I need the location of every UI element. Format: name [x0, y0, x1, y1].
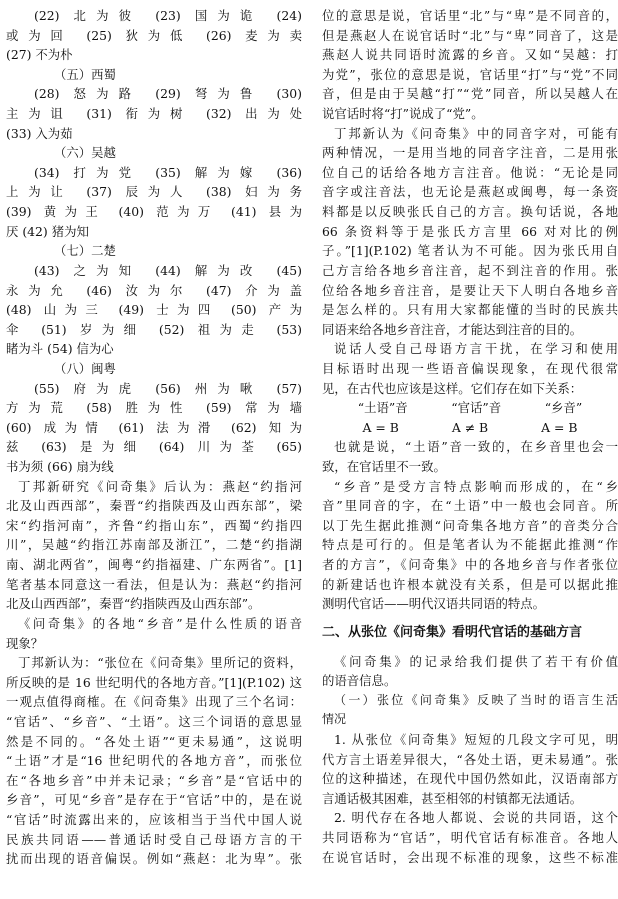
- paragraph-line: 言通话极其困难，甚至相邻的村镇都无法通话。: [322, 790, 583, 806]
- paragraph-line: 子。”[1](P.102) 笔者认为不可能。因为张氏用自: [322, 243, 618, 259]
- relation-label: “乡音”: [544, 400, 583, 416]
- paragraph-line: 然是不同的。“各处土语”“更未易通”，这说明: [6, 733, 302, 749]
- text-line: 伞 (51) 岁为细 (52) 祖为走 (53): [6, 321, 302, 337]
- paragraph-line: 在“各地乡音”中并未记录；“乡音”是“官话中的: [6, 772, 302, 788]
- paragraph-line: 也就是说，“土语”音一致的，在乡音里也会一: [334, 439, 618, 455]
- paragraph-line: 扰而出现的语音偏误。例如“燕赵：北为卑”。张: [6, 851, 302, 867]
- text-line: 方为荒 (58) 胜为性 (59) 常为墙: [6, 400, 302, 416]
- paragraph-line: 料都是以反映张氏自己的方言。换句话说，各地: [322, 204, 618, 220]
- paragraph-line: 是怎么样的。只有用大家都能懂的当时的民族共: [322, 302, 618, 318]
- paragraph-line: 川”，吴越“约指江苏南部及浙江”，二楚“约指湖: [6, 537, 302, 553]
- paragraph-line: 为党”，张位的意思是说，官话里“打”与“党”不同: [322, 66, 618, 82]
- relation-value: A = B: [362, 419, 399, 435]
- text-line: 兹 (63) 是为细 (64) 川为荃 (65): [6, 439, 302, 455]
- paragraph-line: “乡音”是受方言特点影响而形成的，在“乡: [334, 478, 618, 494]
- paragraph-line: “官话”、“乡音”、“土语”。这三个词语的意思显: [6, 713, 302, 729]
- paragraph-line: 以丁先生据此推测“问奇集各地方音”的音类分合: [322, 517, 618, 533]
- paragraph-line: 笔者基本同意这一看法，但是认为：燕赵“约指河: [6, 576, 302, 592]
- paragraph-line: 一观点值得商榷。在《问奇集》出现了三个名词：: [6, 694, 302, 710]
- text-line: (55) 府为虎 (56) 州为啾 (57): [34, 380, 302, 396]
- paragraph-line: 丁邦新认为：“张位在《问奇集》里所记的资料，: [18, 655, 302, 671]
- paragraph-line: 燕赵人说共同语时流露的乡音。又如“吴越：打: [322, 47, 618, 63]
- paragraph-line: 所反映的是 16 世纪明代的各地方音。”[1](P.102) 这: [6, 674, 302, 690]
- paragraph-line: 位的这种描述，在现代中国仍然如此，汉语南部方: [322, 771, 618, 787]
- text-line: (43) 之为知 (44) 解为改 (45): [34, 262, 302, 278]
- paragraph-line: 位的意思是说，官话里“北”与“卑”是不同音的，: [322, 8, 618, 23]
- paragraph-line: 乡音”，可见“乡音”是存在于“官话”中的，是在说: [6, 792, 302, 808]
- region-heading: （六）吴越: [54, 145, 116, 161]
- paragraph-line: 位自己的话给各地方言注音。他说：“无论是同: [322, 164, 618, 180]
- relation-value: A = B: [541, 419, 578, 435]
- relation-value-row: [322, 418, 618, 438]
- paragraph-line: 两种情况，一是用当地的同音字注音，二是用张: [322, 145, 618, 161]
- paragraph-line: 己方言给各地乡音注音，起不到注音的作用。张: [322, 262, 618, 278]
- relation-value: A ≠ B: [451, 419, 489, 435]
- paragraph-line: 北及山西西部”，秦晋“约指陕西及山西东部”。: [6, 596, 261, 612]
- paragraph-line: 现象？: [6, 635, 44, 651]
- paragraph-line: 66 条资料等于是张氏方言里 66 对对比的例: [322, 223, 618, 239]
- text-line: (60) 成为情 (61) 法为滑 (62) 知为: [6, 419, 302, 435]
- region-heading: （八）闽粤: [54, 360, 116, 376]
- subsection-heading: （一）张位《问奇集》反映了当时的语言生活: [334, 692, 618, 707]
- paragraph-line: 民族共同语——普通话时受自己母语方言的干: [6, 831, 302, 847]
- paragraph-line: 共同语称为“官话”，明代官话有标准音。各地人: [322, 829, 618, 845]
- paragraph-line: 丁邦新认为《问奇集》中的同音字对，可能有: [334, 125, 618, 141]
- text-line: (33) 入为茹: [6, 125, 73, 141]
- paragraph-line: 宋“约指河南”，齐鲁“约指山东”，西蜀“约指四: [6, 517, 302, 533]
- paragraph-line: 同语来给各地乡音注音，才能达到注音的目的。: [322, 321, 583, 337]
- text-line: 睹为斗 (54) 信为心: [6, 341, 114, 357]
- text-line: (28) 怒为路 (29) 弩为鲁 (30): [34, 86, 302, 102]
- paragraph-line: 目标语时出现一些语音偏误现象，在现代很常: [322, 360, 618, 376]
- paragraph-line: 测明代官话——明代汉语共同语的特点。: [322, 596, 546, 612]
- paragraph-line: 但是燕赵人在说官话时“北”与“卑”同音了，这是: [322, 27, 618, 43]
- region-heading: （七）二楚: [54, 243, 116, 259]
- text-line: 上为让 (37) 辰为人 (38) 妇为务: [6, 184, 302, 200]
- region-heading: （五）西蜀: [54, 66, 116, 82]
- spacer: [322, 614, 618, 623]
- paragraph-line: 位给各地乡音注音，是要让天下人明白各地乡音: [322, 282, 618, 298]
- text-line: (48) 山为三 (49) 士为四 (50) 产为: [6, 302, 302, 318]
- paragraph-line: 南、湖北两省”，闽粤“约指福建、广东两省”。[1]: [6, 557, 302, 573]
- text-line: 厌 (42) 猪为知: [6, 223, 89, 239]
- paragraph-line: 1. 从张位《问奇集》短短的几段文字可见，明: [334, 731, 618, 747]
- paragraph-line: 音字或注音法，也无论是燕赵或闽粤，每一条资: [322, 184, 618, 200]
- paragraph-line: 说官话时将“打”说成了“党”。: [322, 106, 484, 122]
- text-line: (22) 北为彼 (23) 国为诡 (24): [34, 8, 302, 23]
- paragraph-line: 特点是可行的。但是笔者认为不能据此推测“作: [322, 537, 618, 553]
- relation-label-row: [322, 398, 618, 418]
- paragraph-line: 说话人受自己母语方言干扰，在学习和使用: [334, 341, 618, 357]
- paragraph-line: 音，但是由于吴越“打”“党”同音，所以吴越人在: [322, 86, 618, 102]
- relation-label: “土语”音: [357, 400, 408, 416]
- spacer: [322, 643, 618, 652]
- paragraph-line: 在说官话时，会出现不标准的现象，这些不标准: [322, 849, 618, 865]
- left-column: [6, 6, 302, 869]
- section-heading: 二、从张位《问奇集》看明代官话的基础方言: [322, 624, 583, 640]
- paragraph-line: “土语”才是“16 世纪明代的各地方音”，而张位: [6, 753, 302, 769]
- right-column: [322, 6, 618, 867]
- paragraph-line: 者的方言”，《问奇集》中的各地乡音与作者张位: [322, 557, 618, 573]
- text-line: 永为允 (46) 汝为尔 (47) 介为盖: [6, 282, 302, 298]
- paragraph-line: 北及山西西部”，秦晋“约指陕西及山西东部”，梁: [6, 498, 302, 514]
- text-line: (27) 不为朴: [6, 47, 73, 63]
- paragraph-line: 的语音信息。: [322, 673, 397, 689]
- paragraph-line: 音”里同音的字，在“土语”中一般也会同音。所: [322, 498, 618, 514]
- paragraph-line: 见，在古代也应该是这样。它们存在如下关系：: [322, 380, 583, 396]
- relation-label: “官话”音: [451, 400, 502, 416]
- paragraph-line: 的新建话也许根本就没有关系，但是可以据此推: [322, 576, 618, 592]
- text-line: (34) 打为党 (35) 解为嫁 (36): [34, 164, 302, 180]
- paragraph-line: “官话”时流露出来的，应该相当于当代中国人说: [6, 811, 302, 827]
- paragraph-line: 2. 明代存在各地人都说、会说的共同语，这个: [334, 810, 618, 826]
- paragraph-line: 《问奇集》的记录给我们提供了若干有价值: [334, 653, 618, 669]
- text-line: 或为回 (25) 狄为低 (26) 麦为卖: [6, 27, 302, 43]
- text-line: 书为须 (66) 扇为线: [6, 459, 114, 475]
- text-line: (39) 黄为王 (40) 范为万 (41) 县为: [6, 204, 302, 220]
- paragraph-line: 丁邦新研究《问奇集》后认为：燕赵“约指河: [18, 478, 302, 494]
- paragraph-line: 代方言土语差异很大，“各处土语，更未易通”。张: [322, 751, 618, 767]
- text-line: 主为诅 (31) 衔为树 (32) 出为处: [6, 106, 302, 122]
- paragraph-line: 致，在官话里不一致。: [322, 459, 446, 475]
- subsection-heading: 情况: [322, 712, 347, 727]
- paragraph-line: 《问奇集》的各地“乡音”是什么性质的语音: [18, 615, 302, 631]
